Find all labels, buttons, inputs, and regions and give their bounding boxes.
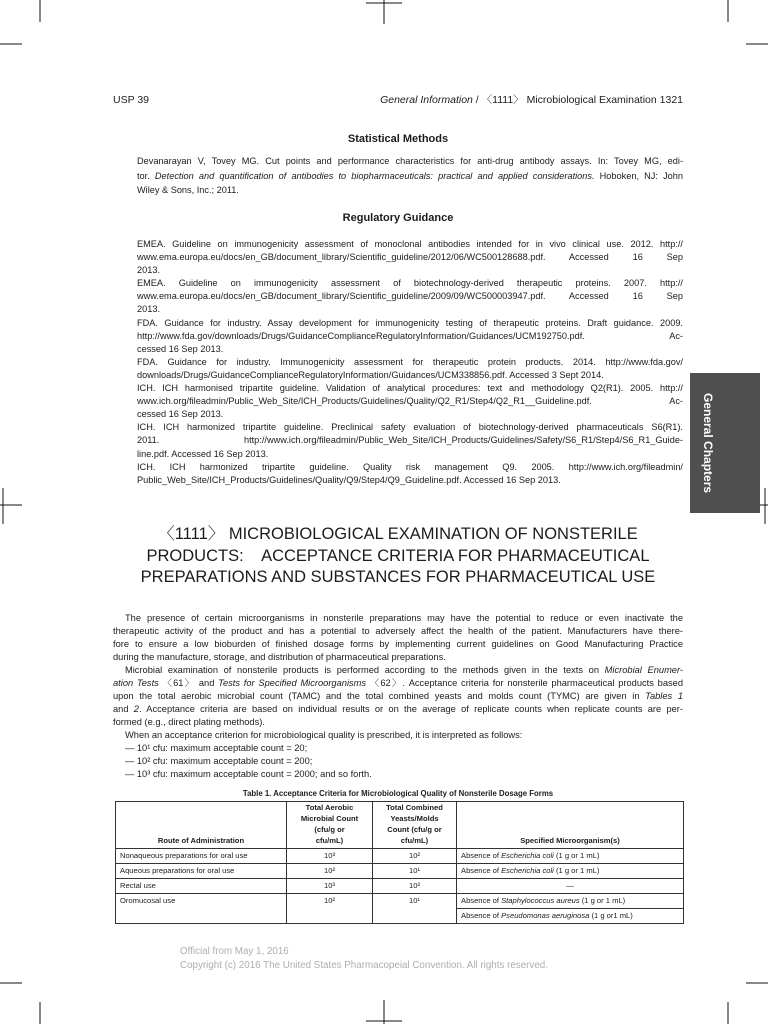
body-line: therapeutic activity of the product and has a potential to adversely affect the health of the patient. Manufacturers have there- — [113, 626, 683, 636]
reference-line: line.pdf. Accessed 16 Sep 2013. — [137, 448, 269, 459]
acceptance-criteria-table — [115, 801, 684, 924]
body-line: formed (e.g., direct plating methods). — [113, 717, 265, 727]
table-row — [116, 879, 684, 894]
reference-line: ICH. ICH harmonised tripartite guideline. Validation of analytical procedures: text and methodology Q2(R1). 2005. http:// — [137, 383, 683, 394]
text-run: Detection and quantification of antibodies to biopharmaceuticals: practical and applied considerations. — [154, 170, 595, 181]
column-header-route-of-administration — [116, 802, 287, 849]
column-header-line: cfu/mL) — [400, 836, 429, 845]
body-line: — 10¹ cfu: maximum acceptable count = 20; — [125, 743, 308, 753]
text-run: Microbial examination of nonsterile products is performed according to the methods given in the texts on — [125, 665, 605, 675]
text-run: Absence of — [461, 851, 502, 860]
reference-line: www.ich.org/fileadmin/Public_Web_Site/ICH_Products/Guidelines/Quality/Q2_R1/Step4/Q2_R1__Guideline.pdf. Ac- — [137, 396, 683, 407]
tamc-cell: 10² — [287, 894, 373, 924]
text-run: 〈62〉. Acceptance criteria for nonsterile pharmaceutical products based — [366, 678, 683, 688]
route-cell: Aqueous preparations for oral use — [116, 864, 287, 879]
reference-line: www.ema.europa.eu/docs/en_GB/document_library/Scientific_guideline/2009/09/WC500003947.pdf. Accessed 16 Sep — [137, 291, 683, 302]
table-header — [116, 802, 684, 849]
tamc-cell: 10³ — [287, 879, 373, 894]
tamc-cell: 10² — [287, 864, 373, 879]
reference-line: FDA. Guidance for industry. Assay development for immunogenicity testing of therapeutic proteins. Draft guidance. 2009. — [137, 317, 683, 328]
column-header-total-combined-yeasts-molds-count — [373, 802, 457, 849]
body-line: — 10³ cfu: maximum acceptable count = 2000; and so forth. — [125, 769, 372, 779]
chapter-title-line: 〈1111〉 MICROBIOLOGICAL EXAMINATION OF NONSTERILE — [158, 525, 638, 543]
text-run: Absence of — [461, 866, 502, 875]
column-header-line: Total Aerobic — [305, 803, 354, 812]
footer-copyright: Copyright (c) 2016 The United States Pharmacopeial Convention. All rights reserved. — [180, 960, 548, 971]
text-run: Pseudomonas aeruginosa — [501, 911, 590, 920]
microorganism-cell: — — [457, 879, 684, 894]
chapter-title-line: PRODUCTS: ACCEPTANCE CRITERIA FOR PHARMACEUTICAL — [146, 546, 650, 565]
column-header-line: (cfu/g or — [314, 825, 345, 834]
column-header-specified-microorganisms — [457, 802, 684, 849]
footer-official-date: Official from May 1, 2016 — [180, 946, 289, 957]
reference-line: downloads/Drugs/GuidanceComplianceRegulatoryInformation/Guidances/UCM338856.pdf. Accessed 3 Sept 2014. — [137, 369, 604, 380]
tymc-cell: 10² — [373, 879, 457, 894]
microorganism-cell — [457, 894, 684, 909]
route-cell: Nonaqueous preparations for oral use — [116, 849, 287, 864]
footer — [180, 945, 548, 973]
reference-line: http://www.fda.gov/downloads/Drugs/GuidanceComplianceRegulatoryInformation/Guidances/UCM192750.pdf. Ac- — [137, 330, 683, 341]
text-run: Tests for Specified Microorganisms — [218, 678, 367, 688]
side-tab — [690, 373, 760, 513]
section-heading: Regulatory Guidance — [342, 212, 454, 224]
route-cell: Rectal use — [116, 879, 287, 894]
section-heading: Statistical Methods — [347, 133, 449, 145]
body-line — [113, 664, 683, 677]
reference-line: cessed 16 Sep 2013. — [137, 409, 224, 420]
body-text — [113, 612, 683, 781]
reference-line: ICH. ICH harmonized tripartite guideline. Quality risk management Q9. 2005. http://www.ich.org/fileadmin/ — [137, 461, 683, 472]
text-run: Hoboken, NJ: John — [594, 170, 683, 181]
body-line: — 10² cfu: maximum acceptable count = 200; — [125, 756, 313, 766]
reference-list — [137, 154, 683, 198]
table-header-row — [116, 802, 684, 849]
text-run: and — [113, 704, 134, 714]
column-header-line: Count (cfu/g or — [387, 825, 442, 834]
text-run: (1 g or 1 mL) — [579, 896, 626, 905]
reference-line: 2011. http://www.ich.org/fileadmin/Public_Web_Site/ICH_Products/Guidelines/Safety/S6_R1/Step4/S6_R1_Guide- — [137, 435, 683, 446]
tymc-cell: 10¹ — [373, 864, 457, 879]
text-run: . Acceptance criteria are based on individual results or on the average of replicate counts when replicate counts are per- — [138, 704, 683, 714]
tymc-cell: 10¹ — [373, 894, 457, 924]
body-line — [113, 677, 683, 690]
reference-line: www.ema.europa.eu/docs/en_GB/document_library/Scientific_guideline/2012/06/WC500128688.pdf. Accessed 16 Sep — [137, 252, 683, 263]
reference-line — [137, 169, 683, 184]
text-run: (1 g or 1 mL) — [553, 866, 600, 875]
text-run: upon the total aerobic microbial count (TAMC) and the total combined yeasts and molds count (TYMC) are given in — [113, 691, 646, 701]
microorganism-cell — [457, 909, 684, 924]
body-line: during the manufacture, storage, and distribution of pharmaceutical preparations. — [113, 652, 446, 662]
text-run: Absence of — [461, 911, 502, 920]
reference-line: FDA. Guidance for industry. Immunogenicity assessment for therapeutic protein products. 2014. http://www.fda.gov/ — [137, 356, 683, 367]
table-row — [116, 864, 684, 879]
chapter-title-line: PREPARATIONS AND SUBSTANCES FOR PHARMACEUTICAL USE — [140, 568, 656, 586]
column-header-line: cfu/mL) — [315, 836, 344, 845]
body-line — [113, 690, 683, 703]
text-run: / 〈1111〉 Microbiological Examination 1321 — [472, 94, 683, 106]
route-cell: Oromucosal use — [116, 894, 287, 924]
microorganism-cell — [457, 849, 684, 864]
microorganism-cell — [457, 864, 684, 879]
running-header-right — [313, 93, 683, 107]
side-tab-label: General Chapters — [701, 392, 715, 494]
text-run: (1 g or1 mL) — [589, 911, 633, 920]
reference-line: EMEA. Guideline on immunogenicity assessment of monoclonal antibodies intended for in vivo clinical use. 2012. http:// — [137, 239, 683, 249]
table-title: Table 1. Acceptance Criteria for Microbiological Quality of Nonsterile Dosage Forms — [242, 789, 554, 798]
tymc-cell: 10² — [373, 849, 457, 864]
body-line: fore to ensure a low bioburden of finished dosage forms by implementing current guidelines on Good Manufacturing Practice — [113, 639, 683, 649]
text-run: Absence of — [461, 896, 502, 905]
reference-line: ICH. ICH harmonized tripartite guideline. Preclinical safety evaluation of biotechnology-derived pharmaceuticals S6(R1). — [137, 422, 683, 433]
reference-line: 2013. — [137, 304, 160, 315]
chapter-title — [113, 524, 683, 589]
reference-line: cessed 16 Sep 2013. — [137, 343, 224, 354]
text-run: tor. — [137, 170, 155, 181]
column-header-line: Yeasts/Molds — [390, 814, 439, 823]
tamc-cell: 10³ — [287, 849, 373, 864]
reference-line: Devanarayan V, Tovey MG. Cut points and performance characteristics for anti-drug antibody assays. In: Tovey MG, edi- — [137, 156, 683, 166]
running-header-left: USP 39 — [113, 94, 149, 106]
text-run: Staphylococcus aureus — [501, 896, 580, 905]
column-header-line: Microbial Count — [300, 814, 359, 823]
reference-line: 2013. — [137, 265, 160, 276]
text-run: (1 g or 1 mL) — [553, 851, 600, 860]
text-run: 〈61〉 and — [158, 678, 219, 688]
text-run: 2 — [133, 704, 139, 714]
reference-line: Public_Web_Site/ICH_Products/Guidelines/Quality/Q9/Step4/Q9_Guideline.pdf. Accessed 16 Sep 2013. — [137, 474, 561, 485]
text-run: ation Tests — [113, 678, 159, 688]
body-line — [113, 703, 683, 716]
column-header-line: Specified Microorganism(s) — [520, 836, 620, 845]
reference-list — [137, 238, 683, 487]
body-line: The presence of certain microorganisms in nonsterile preparations may have the potential to reduce or even inactivate the — [125, 613, 683, 623]
table-row — [116, 894, 684, 909]
column-header-line: Route of Administration — [157, 836, 245, 845]
reference-line: Wiley & Sons, Inc.; 2011. — [137, 185, 239, 195]
text-run: General Information — [380, 94, 473, 106]
text-run: Escherichia coli — [501, 851, 554, 860]
text-run: Escherichia coli — [501, 866, 554, 875]
column-header-line: Total Combined — [386, 803, 443, 812]
column-header-total-aerobic-microbial-count — [287, 802, 373, 849]
text-run: Microbial Enumer- — [604, 665, 684, 675]
reference-line: EMEA. Guideline on immunogenicity assessment of biotechnology-derived therapeutic proteins. 2007. http:// — [137, 278, 683, 289]
table-body — [116, 849, 684, 924]
text-run: Tables 1 — [645, 691, 683, 701]
table-row — [116, 849, 684, 864]
body-line: When an acceptance criterion for microbiological quality is prescribed, it is interpreted as follows: — [125, 730, 523, 740]
